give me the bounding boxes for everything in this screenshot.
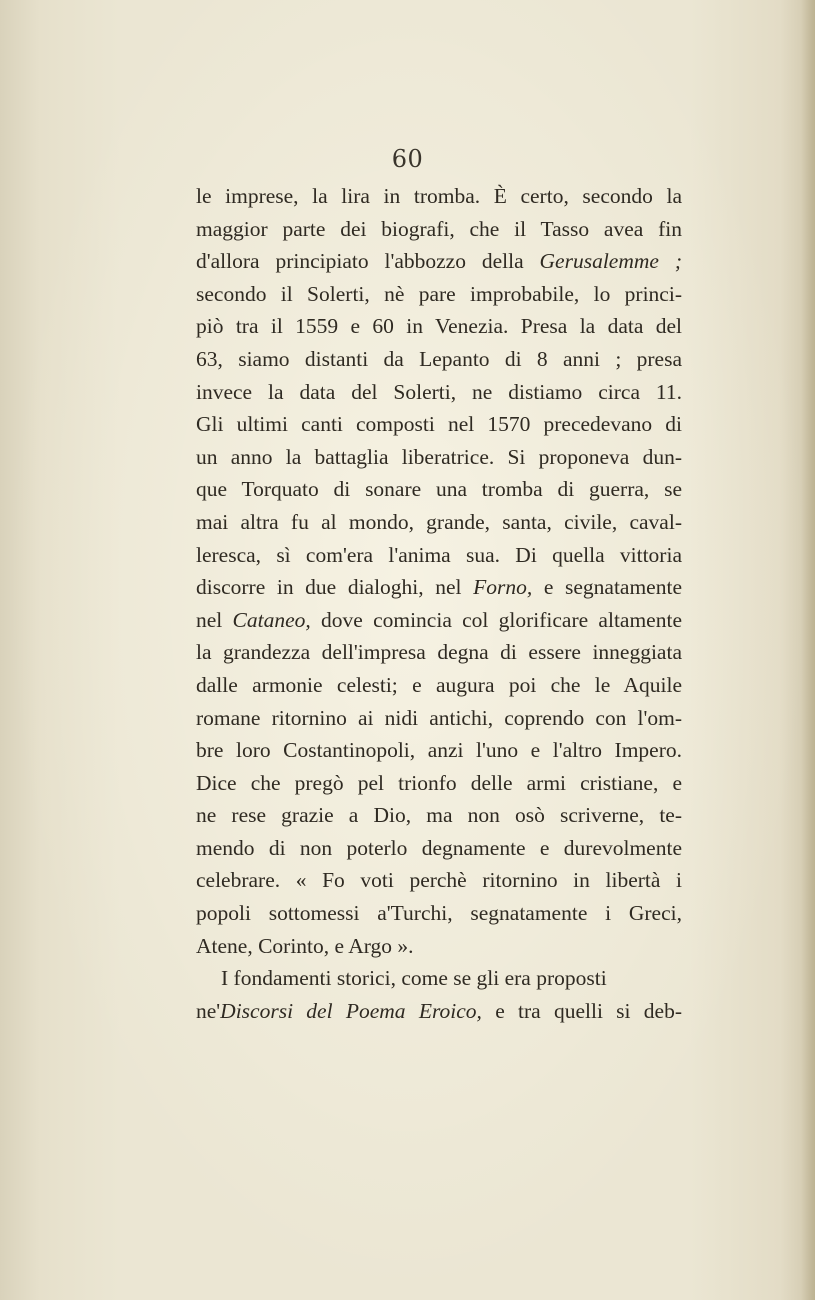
text-line [196,897,682,930]
text-segment: mendo di non poterlo degnamente e durevolmente [196,835,682,860]
page-edge-shadow [801,0,815,1300]
text-line [196,832,682,865]
text-segment: la grandezza dell'impresa degna di essere inneggiata [196,640,682,665]
text-segment: romane ritornino ai nidi antichi, coprendo con l'om- [196,705,682,730]
text-line [196,799,682,832]
text-line [196,702,682,735]
text-segment: dalle armonie celesti; e augura poi che le Aquile [196,672,682,697]
text-line [196,245,682,278]
text-line [196,930,682,963]
text-line [196,604,682,637]
text-line [196,278,682,311]
text-line [196,864,682,897]
text-line [196,539,682,572]
text-line [196,636,682,669]
text-segment: un anno la battaglia liberatrice. Si proponeva dun- [196,444,682,469]
text-segment: dove comincia col glorificare altamente [310,607,682,632]
italic-title-text: Discorsi del Poema Eroico, [220,998,482,1023]
text-segment: popoli sottomessi a'Turchi, segnatamente i Greci, [196,901,682,926]
text-line [196,669,682,702]
text-line [196,473,682,506]
text-segment: nel [196,607,233,632]
text-segment: le imprese, la lira in tromba. È certo, secondo la [196,184,682,208]
text-segment: d'allora principiato l'abbozzo della [196,249,540,274]
text-line [196,441,682,474]
text-segment: 63, siamo distanti da Lepanto di 8 anni ; presa [196,346,682,371]
text-segment: mai altra fu al mondo, grande, santa, civile, caval- [196,509,682,534]
text-line [196,310,682,343]
text-line [196,213,682,246]
text-line [196,506,682,539]
text-segment: Gli ultimi canti composti nel 1570 precedevano di [196,412,682,437]
text-line [196,180,682,213]
text-segment: maggior parte dei biografi, che il Tasso avea fin [196,216,682,241]
text-line [196,571,682,604]
text-line [196,343,682,376]
text-segment: que Torquato di sonare una tromba di guerra, se [196,477,682,502]
text-segment: discorre in due dialoghi, nel [196,575,474,600]
text-segment: ne' [196,998,221,1023]
italic-title-text: Forno, [473,575,533,600]
body-text [196,180,682,1027]
text-line [196,376,682,409]
page-number: 60 [391,145,424,173]
italic-title-text: Cataneo, [232,607,311,632]
italic-title-text: Gerusalemme ; [539,249,682,274]
text-line [196,995,682,1028]
text-segment: leresca, sì com'era l'anima sua. Di quella vittoria [196,542,682,567]
text-segment: piò tra il 1559 e 60 in Venezia. Presa la data del [196,314,682,339]
text-segment: bre loro Costantinopoli, anzi l'uno e l'altro Impero. [196,738,682,763]
text-line [196,962,682,995]
text-segment: Atene, Corinto, e Argo ». [196,933,414,958]
text-segment: e segnatamente [532,575,682,600]
text-line [196,734,682,767]
text-segment: e tra quelli si deb- [481,998,682,1023]
text-segment: celebrare. « Fo voti perchè ritornino in libertà i [196,868,682,893]
text-segment: secondo il Solerti, nè pare improbabile, lo princi- [196,281,682,306]
text-line [196,408,682,441]
text-segment: Dice che pregò pel trionfo delle armi cristiane, e [196,770,682,795]
text-segment: I fondamenti storici, come se gli era proposti [221,966,607,991]
text-segment: invece la data del Solerti, ne distiamo circa 11. [196,379,682,404]
text-line [196,767,682,800]
text-segment: ne rese grazie a Dio, ma non osò scriverne, te- [196,803,682,828]
